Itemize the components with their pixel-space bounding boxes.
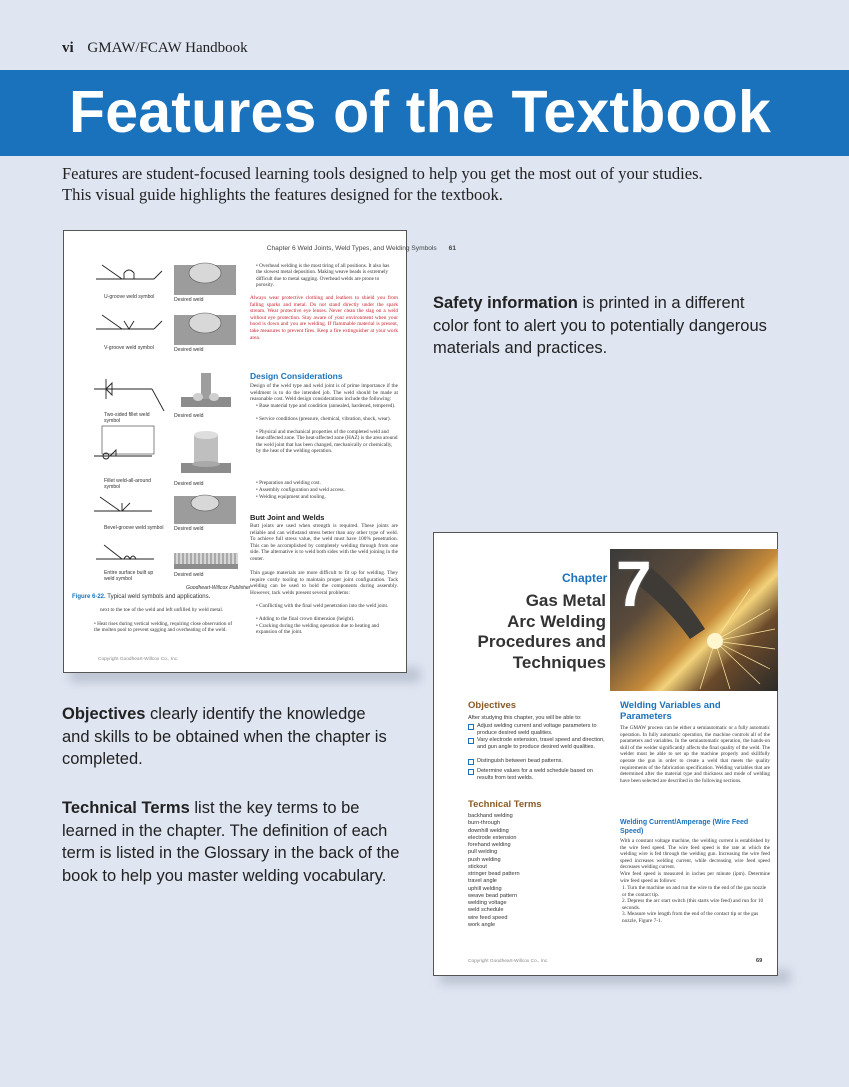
term-item: weld schedule	[468, 907, 504, 914]
objectives-callout	[62, 703, 412, 771]
body-text: Design of the weld type and weld joint is of prime importance if the weldment is to do the intended job. The weld should be made at reasonable cost. Weld design considerations include the following:	[250, 383, 398, 403]
figure-caption-text: Typical weld symbols and applications.	[105, 594, 211, 600]
term-item: burn-through	[468, 820, 501, 827]
figure-label: Desired weld	[174, 347, 204, 353]
term-item: travel angle	[468, 878, 497, 885]
bullet-item: • Assembly configuration and weld access.	[256, 487, 345, 493]
chapter-label: Chapter	[562, 571, 608, 585]
inner-page-number: 61	[448, 245, 456, 252]
callout-text: clearly identify the knowledge	[145, 705, 366, 723]
callout-line	[433, 292, 793, 315]
variables-heading: Welding Variables and Parameters	[620, 700, 721, 722]
bullet-item: • Physical and mechanical properties of the completed weld and heat-affected zone. The heat-affected zone (HAZ) is the area around the weld joint that has been changed, mechanically or chemically, by the heat of the welding operation.	[256, 429, 398, 455]
design-heading: Design Considerations	[250, 371, 343, 381]
copyright: Copyright Goodheart-Willcox Co., Inc.	[468, 959, 549, 964]
term-item: electrode extension	[468, 834, 517, 841]
callout-line	[62, 703, 412, 726]
figure-label: Bevel-groove weld symbol	[104, 525, 164, 531]
callout-line	[62, 797, 422, 820]
figure-credit: Goodheart-Willcox Publisher	[186, 585, 251, 591]
callout-term: Safety information	[433, 294, 578, 312]
step-item: 1. Turn the machine on and run the wire to the end of the gas nozzle or the contact tip.	[622, 885, 767, 898]
bullet-item: • Adding to the final crown dimension (height).	[256, 616, 355, 622]
technical-terms-heading: Technical Terms	[468, 799, 542, 810]
body-text: The GMAW process can be either a semiautomatic or a fully automatic operation. In fully automatic operation, the machine controls all of the parameters and variables. In the semiautomatic operation, the hands-on skill of the welder significantly affects the final quality of the weld. The welder must be able to set up the machine properly and skillfully operate the gun in order to create a weld that meets the quality requirements of the fabrication specification. Welding variables that are determined after the material type and thickness and mode of welding have been selected are described in the following sections.	[620, 725, 770, 784]
weld-illustration	[176, 371, 236, 411]
figure-label: U-groove weld symbol	[104, 294, 155, 300]
callout-text: completed.	[62, 750, 143, 768]
figure-label: V-groove weld symbol	[104, 345, 154, 351]
sample-page-69	[433, 532, 778, 976]
figure-caption-label: Figure 6-22.	[72, 594, 106, 600]
bullet-text: Overhead welding is the most tiring of all positions. It also has the slowest metal deposition. Making weave beads is extremely difficult due to metal sagging. Overhead welds are prone to porosity.	[256, 263, 390, 289]
bullet-item: • Heat rises during vertical welding, requiring close observation of the molten pool to prevent sagging and overheating of the weld.	[94, 621, 233, 634]
term-item: pull welding	[468, 849, 498, 856]
body-text: Wire feed speed is measured in inches per minute (ipm). Determine wire feed speed as follows:	[620, 871, 770, 884]
term-item: forehand welding	[468, 842, 511, 848]
bevel-symbol-icon	[92, 493, 172, 527]
v-groove-symbol-icon	[94, 311, 174, 345]
bullet-item: • Service conditions (pressure, chemical, vibration, shock, wear).	[256, 416, 391, 422]
copyright: Copyright Goodheart-Willcox Co., Inc.	[98, 657, 179, 662]
term-item: welding voltage	[468, 900, 507, 906]
butt-heading: Butt Joint and Welds	[250, 513, 325, 522]
chapter-number: 7	[616, 548, 652, 620]
objective-item: Adjust welding current and voltage parameters to produce desired weld qualities.	[477, 723, 609, 736]
bullet-text: Heat rises during vertical welding, requiring close observation of the molten pool to prevent sagging and overheating of the weld.	[94, 621, 233, 634]
bullet-text: Assembly configuration and weld access.	[258, 487, 345, 493]
intro-paragraph	[62, 163, 802, 205]
book-title: GMAW/FCAW Handbook	[87, 40, 248, 56]
body-text: With a constant voltage machine, the welding current is established by the wire feed speed. The wire feed speed is the rate at which the welding wire is fed through the welding gun. Increasing the wire feed speed increases welding current, while decreasing wire feed speed decreases welding current.	[620, 838, 770, 871]
sample-page-61	[63, 230, 456, 673]
figure-label: Desired weld	[174, 413, 204, 419]
figure-label: Desired weld	[174, 572, 204, 578]
current-heading: Welding Current/Amperage (Wire Feed Speed)	[620, 819, 749, 835]
callout-text: and skills to be obtained when the chapter is	[62, 727, 387, 746]
term-item: backhand welding	[468, 813, 513, 819]
objectives-intro: After studying this chapter, you will be able to:	[468, 715, 582, 721]
chapter-title	[444, 591, 606, 673]
fillet-symbol-icon	[92, 371, 172, 415]
term-item: stringer bead pattern	[468, 871, 520, 877]
weld-illustration	[174, 496, 236, 524]
objective-item: Determine values for a weld schedule based on results from test welds.	[477, 768, 609, 781]
step-item: 2. Depress the arc start switch (this starts wire feed) and run for 10 seconds.	[622, 898, 764, 911]
chapter-title-line: Gas Metal	[525, 591, 606, 610]
body-text: Butt joints are used when strength is required. These joints are reliable and can withstand stress better than any other type of weld. To achieve full stress value, the weld must have 100% penetration. This can be accomplished by completely welding through from one side. The alternative is to weld both sides with the weld joining in the center.	[250, 523, 398, 562]
bullet-text: Conflicting with the final weld penetration into the weld joint.	[259, 603, 389, 609]
term-item: uphill welding	[468, 885, 502, 892]
page-number-roman: vi	[62, 40, 74, 56]
weld-illustration	[176, 427, 236, 477]
term-item: push welding	[468, 856, 501, 863]
title-banner	[0, 70, 849, 156]
safety-callout	[433, 292, 793, 360]
figure-label: Desired weld	[174, 297, 204, 303]
inner-page-number: 69	[756, 958, 763, 964]
chapter-title-line: Techniques	[512, 652, 606, 672]
figure-label: Desired weld	[174, 526, 204, 532]
callout-term: Technical Terms	[62, 799, 190, 817]
bullet-item: • Overhead welding is the most tiring of all positions. It also has the slowest metal deposition. Making weave beads is extremely difficult due to metal sagging. Overhead welds are prone to porosity.	[256, 263, 390, 289]
intro-line-1: Features are student-focused learning tools designed to help you get the most out of your studies.	[62, 164, 703, 183]
objective-item: Distinguish between bead patterns.	[477, 758, 609, 765]
term-item: work angle	[468, 921, 496, 928]
inner-running-head	[224, 245, 456, 252]
page-title: Features of the Textbook	[69, 79, 771, 145]
callout-text: term is listed in the Glossary in the back of the	[62, 844, 400, 862]
u-groove-symbol-icon	[94, 261, 174, 295]
bullet-text: Base material type and condition (annealed, hardened, tempered).	[259, 403, 396, 409]
technical-terms-callout	[62, 797, 422, 887]
callout-text: materials and practices.	[433, 339, 608, 357]
figure-label: Fillet weld-all-around symbol	[104, 478, 151, 490]
technical-terms-list	[468, 813, 608, 929]
intro-line-2: This visual guide highlights the features designed for the textbook.	[62, 185, 503, 204]
callout-text: learned in the chapter. The definition of each	[62, 821, 388, 840]
step-item: 3. Measure wire length from the end of the contact tip or the gas nozzle, Figure 7-1.	[622, 911, 759, 924]
callout-text: list the key terms to be	[189, 799, 360, 817]
callout-text: is printed in a different	[577, 294, 745, 312]
callout-text: color font to alert you to potentially dangerous	[433, 316, 767, 335]
running-head	[62, 40, 248, 57]
bullet-item: • Preparation and welding cost.	[256, 480, 321, 486]
bullet-text: Physical and mechanical properties of the completed weld and heat-affected zone. The heat-affected zone (HAZ) is the area around the weld joint that has been changed, mechanically or chemically, by the heat of the welding operation.	[256, 429, 398, 455]
bullet-text: Preparation and welding cost.	[259, 480, 321, 486]
body-text: next to the toe of the weld and left unfilled by weld metal.	[100, 607, 224, 613]
bullet-text: Welding equipment and tooling.	[259, 494, 326, 500]
term-item: downhill welding	[468, 827, 509, 834]
objectives-heading: Objectives	[468, 700, 517, 711]
inner-chapter-title: Chapter 6 Weld Joints, Weld Types, and Welding Symbols	[266, 245, 437, 252]
term-item: stickout	[468, 863, 487, 870]
term-item: weave bead pattern	[468, 892, 518, 899]
callout-text: book to help you master welding vocabulary.	[62, 866, 387, 885]
weld-illustration	[174, 265, 236, 295]
body-text: Thin gauge materials are more difficult to fit up for welding. They require costly tooling to maintain proper joint configuration. Tack welding can be used to hold the components during assembly. However, tack welds present several problems:	[250, 570, 398, 596]
safety-text: Always wear protective clothing and leathers to shield you from falling sparks and metal. Do not stand directly under the spark stream. Wear protective eye lenses. Never clean the slag on a weld without eye protection. Stay aware of your environment when your hood is down and you are welding. If flammable material is present, take measures to prevent fires. Keep a fire extinguisher at your work area.	[250, 295, 398, 341]
weld-illustration	[174, 553, 238, 569]
bullet-item: • Conflicting with the final weld penetration into the weld joint.	[256, 603, 389, 609]
callout-term: Objectives	[62, 705, 146, 723]
figure-caption	[72, 594, 210, 600]
bullet-item: • Welding equipment and tooling.	[256, 494, 326, 500]
bullet-text: Cracking during the welding operation due to heating and expansion of the joint.	[256, 623, 379, 636]
all-around-symbol-icon	[92, 426, 172, 476]
objective-item: Vary electrode extension, travel speed and direction, and gun angle to produce desired weld qualities.	[477, 737, 609, 750]
figure-label: Desired weld	[174, 481, 204, 487]
bullet-text: Service conditions (pressure, chemical, vibration, shock, wear).	[259, 416, 391, 422]
chapter-title-line: Arc Welding	[507, 611, 606, 631]
chapter-title-line: Procedures and	[477, 632, 606, 651]
bullet-item: • Cracking during the welding operation due to heating and expansion of the joint.	[256, 623, 379, 636]
figure-label: Two-sided fillet weld symbol	[104, 412, 150, 424]
bullet-text: Adding to the final crown dimension (height).	[258, 616, 355, 622]
term-item: wire feed speed	[468, 914, 508, 921]
bullet-item: • Base material type and condition (annealed, hardened, tempered).	[256, 403, 396, 409]
weld-illustration	[174, 315, 236, 345]
figure-label: Entire surface built up weld symbol	[104, 570, 154, 582]
